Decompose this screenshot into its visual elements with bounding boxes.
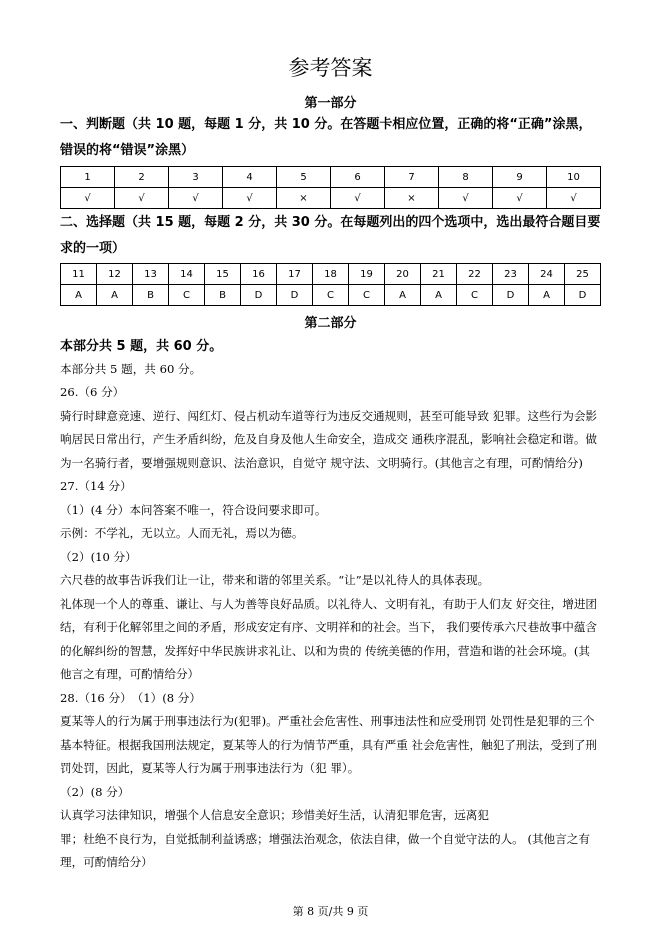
section2-heading-line1: 二、选择题（共 15 题，每题 2 分，共 30 分。在每题列出的四个选项中，选出最符合题目要 [60,215,601,230]
question-number-cell: 4 [223,167,277,188]
part2-heading: 第二部分 [304,316,357,331]
answer-line: 27.（14 分） [60,479,132,493]
answer-cell: A [61,285,97,306]
answer-line: 为一名骑行者，要增强规则意识、法治意识，自觉守 规守法、文明骑行。(其他言之有理，可酌情给分) [60,455,583,470]
answer-line: 六尺巷的故事告诉我们让一让，带来和谐的邻里关系。“让”是以礼待人的具体表现。 [60,573,490,587]
answer-cell: × [277,188,331,209]
answer-cell: √ [331,188,385,209]
page-footer: 第 8 页/共 9 页 [292,905,369,918]
answer-line: 理，可酌情给分） [60,855,153,869]
choice-answer-table [60,263,601,306]
question-number-cell: 15 [205,264,241,285]
answer-cell: A [529,285,565,306]
choice-answer-row [61,285,601,306]
answer-line: （2）(8 分） [60,784,130,799]
answer-line: 罪；杜绝不良行为，自觉抵制利益诱惑；增强法治观念，依法自律，做一个自觉守法的人。 (其他言之有 [60,831,590,846]
question-number-cell: 20 [385,264,421,285]
question-number-cell: 24 [529,264,565,285]
choice-number-row [61,264,601,285]
answer-cell: D [241,285,277,306]
answer-line: 响居民日常出行，产生矛盾纠纷，危及自身及他人生命安全，造成交 通秩序混乱，影响社会稳定和谐。做 [60,432,598,446]
question-number-cell: 25 [565,264,601,285]
answer-cell: C [169,285,205,306]
answer-line: 26.（6 分） [60,385,125,399]
answer-line: （1）(4 分）本问答案不唯一，符合设问要求即可。 [60,502,327,517]
question-number-cell: 13 [133,264,169,285]
question-number-cell: 19 [349,264,385,285]
question-number-cell: 5 [277,167,331,188]
answer-cell: × [385,188,439,209]
question-number-cell: 3 [169,167,223,188]
question-number-cell: 23 [493,264,529,285]
part2-intro-bold: 本部分共 5 题，共 60 分。 [60,339,223,354]
question-number-cell: 17 [277,264,313,285]
answer-cell: C [457,285,493,306]
question-number-cell: 10 [547,167,601,188]
answer-line: 认真学习法律知识，增强个人信息安全意识；珍惜美好生活，认清犯罪危害，远离犯 [60,808,489,822]
judgment-number-row [61,167,601,188]
answer-line: 罚处罚，因此，夏某等人行为属于刑事违法行为（犯 罪）。 [60,761,360,775]
question-number-cell: 6 [331,167,385,188]
answer-cell: D [277,285,313,306]
answer-cell: D [493,285,529,306]
section1-heading-line2: 错误的将“错误”涂黑） [60,143,195,158]
question-number-cell: 14 [169,264,205,285]
question-number-cell: 16 [241,264,277,285]
question-number-cell: 21 [421,264,457,285]
judgment-answer-table [60,166,601,209]
answer-cell: √ [61,188,115,209]
answer-cell: A [421,285,457,306]
answer-cell: B [205,285,241,306]
answer-line: 示例：不学礼，无以立。人而无礼，焉以为德。 [60,526,304,540]
question-number-cell: 8 [439,167,493,188]
answer-cell: C [313,285,349,306]
answer-line: 他言之有理，可酌情给分） [60,667,200,681]
answer-cell: √ [115,188,169,209]
section1-heading-line1: 一、判断题（共 10 题，每题 1 分，共 10 分。在答题卡相应位置，正确的将“正确”涂黑， [60,117,592,132]
part1-heading: 第一部分 [304,96,357,111]
answer-cell: A [385,285,421,306]
answer-line: 夏某等人的行为属于刑事违法行为(犯罪)。严重社会危害性、刑事违法性和应受刑罚 处罚性是犯罪的三个 [60,714,595,728]
answer-cell: B [133,285,169,306]
answer-cell: √ [169,188,223,209]
answer-line: 骑行时肆意竞速、逆行、闯红灯、侵占机动车道等行为违反交通规则，甚至可能导致 犯罪。这些行为会影 [60,408,598,423]
question-number-cell: 7 [385,167,439,188]
answer-cell: A [97,285,133,306]
answer-cell: √ [439,188,493,209]
part2-intro: 本部分共 5 题，共 60 分。 [60,362,202,376]
section2-heading-line2: 求的一项） [60,241,126,256]
question-number-cell: 2 [115,167,169,188]
answer-cell: D [565,285,601,306]
answer-cell: √ [223,188,277,209]
question-number-cell: 1 [61,167,115,188]
answer-cell: C [349,285,385,306]
answer-cell: √ [493,188,547,209]
answer-line: 28.（16 分） （1）(8 分） [60,690,201,705]
question-number-cell: 9 [493,167,547,188]
answer-line: 结，有利于化解邻里之间的矛盾，形成安定有序、文明祥和的社会。当下， 我们要传承六尺巷故事中蕴含 [60,620,598,634]
answer-line: （2）(10 分） [60,549,137,564]
question-number-cell: 18 [313,264,349,285]
answer-line: 礼体现一个人的尊重、谦让、与人为善等良好品质。以礼待人、文明有礼，有助于人们友 好交往，增进团 [60,596,598,611]
question-number-cell: 11 [61,264,97,285]
answer-line: 的化解纠纷的智慧，发挥好中华民族讲求礼让、以和为贵的 传统美德的作用，营造和谐的社会环境。(其 [60,643,590,658]
answer-line: 基本特征。根据我国刑法规定，夏某等人的行为情节严重，具有严重 社会危害性，触犯了刑法，受到了刑 [60,737,598,752]
judgment-answer-row [61,188,601,209]
answer-cell: √ [547,188,601,209]
question-number-cell: 12 [97,264,133,285]
question-number-cell: 22 [457,264,493,285]
page-title: 参考答案 [288,56,373,80]
